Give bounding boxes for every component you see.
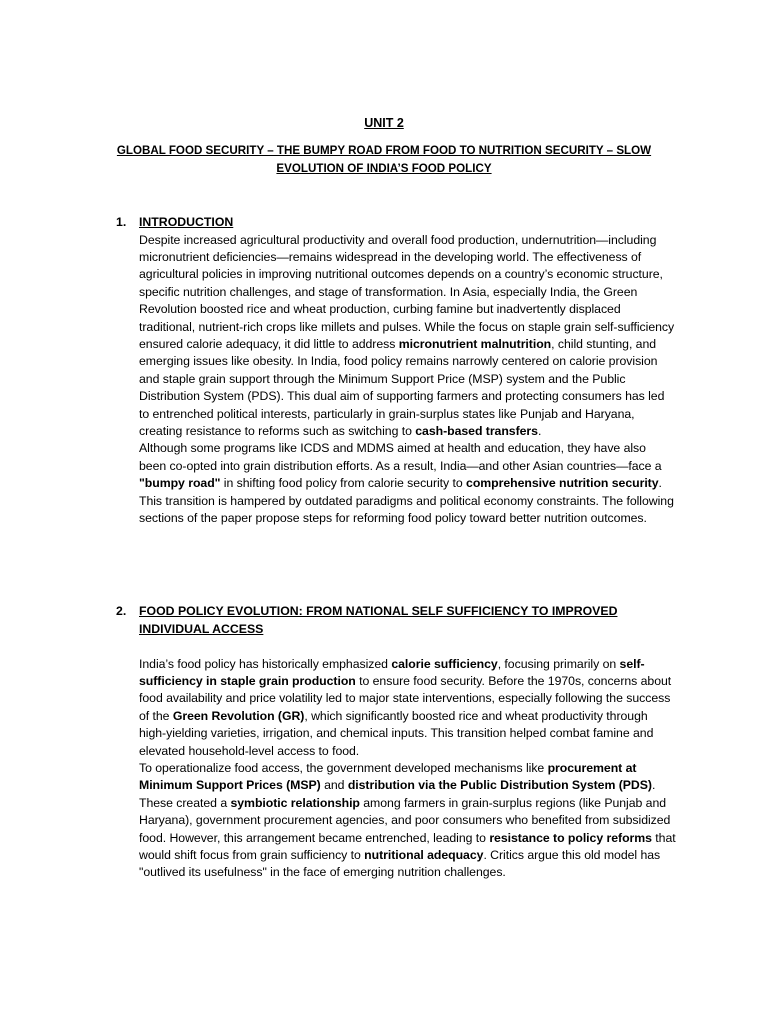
section-title: INTRODUCTION — [139, 215, 234, 229]
bold-text: symbiotic relationship — [230, 795, 360, 810]
section-food-policy-evolution — [116, 603, 676, 882]
text-run: and — [320, 778, 348, 793]
bold-text: cash-based transfers — [415, 423, 538, 438]
section-heading — [116, 214, 676, 232]
section-number: 2. — [116, 604, 127, 618]
section-title: FOOD POLICY EVOLUTION: FROM NATIONAL SELF SUFFICIENCY TO IMPROVED INDIVIDUAL ACCESS — [139, 604, 618, 636]
bold-text: comprehensive nutrition security — [466, 476, 659, 491]
paragraph — [139, 440, 676, 527]
text-run: . Critics argue this old model has "outlived its usefulness" in the face of emerging nutrition challenges. — [139, 847, 661, 880]
document-title: GLOBAL FOOD SECURITY – THE BUMPY ROAD FROM FOOD TO NUTRITION SECURITY – SLOW EVOLUTION OF INDIA’S FOOD POLICY — [116, 144, 652, 175]
text-run: that would shift focus from grain sufficiency to — [139, 830, 676, 862]
text-run: , which significantly boosted rice and wheat productivity through high-yielding varieties, irrigation, and chemical inputs. This transition helped combat famine and elevated household-level access to food. — [139, 708, 654, 758]
section-introduction — [116, 214, 676, 527]
text-run: Although some programs like ICDS and MDMS aimed at health and education, they have also been co-opted into grain distribution efforts. As a result, India—and other Asian countries—face a — [139, 441, 662, 473]
bold-text: calorie sufficiency — [391, 656, 498, 671]
paragraph — [139, 656, 676, 760]
blank-line — [116, 638, 676, 656]
bold-text: procurement at Minimum Support Prices (MSP) — [139, 760, 637, 793]
text-run: To operationalize food access, the government developed mechanisms like — [139, 760, 548, 775]
bold-text: self-sufficiency in staple grain production — [139, 656, 645, 688]
paragraph — [139, 760, 676, 882]
bold-text: "bumpy road" — [139, 476, 221, 491]
bold-text: resistance to policy reforms — [489, 830, 652, 845]
section-number: 1. — [116, 215, 127, 229]
text-run: Despite increased agricultural productivity and overall food production, undernutrition—including micronutrient deficiencies—remains widespread in the developing world. The effectiveness of agricultural policies in improving nutritional outcomes depends on a country’s economic structure, specific nutrition challenges, and stage of transformation. In Asia, especially India, the Green Revolution boosted rice and wheat production, curbing famine but inadvertently displaced traditional, nutrient-rich crops like millets and pulses. While the focus on staple grain self-sufficiency ensured calorie adequacy, it did little to address — [139, 232, 675, 351]
bold-text: nutritional adequacy — [364, 847, 484, 862]
paragraph — [139, 232, 676, 441]
unit-title: UNIT 2 — [364, 116, 404, 130]
bold-text: micronutrient malnutrition — [398, 336, 552, 351]
section-heading — [116, 603, 676, 638]
text-run: , focusing primarily on — [497, 656, 620, 671]
text-run: in shifting food policy from calorie security to — [220, 476, 467, 491]
text-run: . These created a — [139, 778, 656, 810]
text-run: , child stunting, and emerging issues like obesity. In India, food policy remains narrowly centered on calorie provision and staple grain support through the Minimum Support Price (MSP) system and the Public Distribution System (PDS). This dual aim of supporting farmers and protecting consumers has led to entrenched political interests, particularly in grain-surplus states like Punjab and Haryana, creating resistance to reforms such as switching to — [139, 336, 665, 438]
bold-text: distribution via the Public Distribution System (PDS) — [347, 778, 652, 793]
bold-text: Green Revolution (GR) — [172, 708, 305, 723]
text-run: among farmers in grain-surplus regions (like Punjab and Haryana), government procurement agencies, and poor consumers who benefited from subsidized food. However, this arrangement became entrenched, leading to — [139, 795, 671, 845]
text-run: . This transition is hampered by outdated paradigms and political economy constraints. The following sections of the paper propose steps for reforming food policy toward better nutrition outcomes. — [139, 476, 674, 525]
text-run: . — [537, 423, 542, 438]
text-run: India’s food policy has historically emphasized — [139, 656, 392, 671]
text-run: to ensure food security. Before the 1970s, concerns about food availability and price volatility led to major state interventions, especially following the success of the — [139, 673, 672, 723]
